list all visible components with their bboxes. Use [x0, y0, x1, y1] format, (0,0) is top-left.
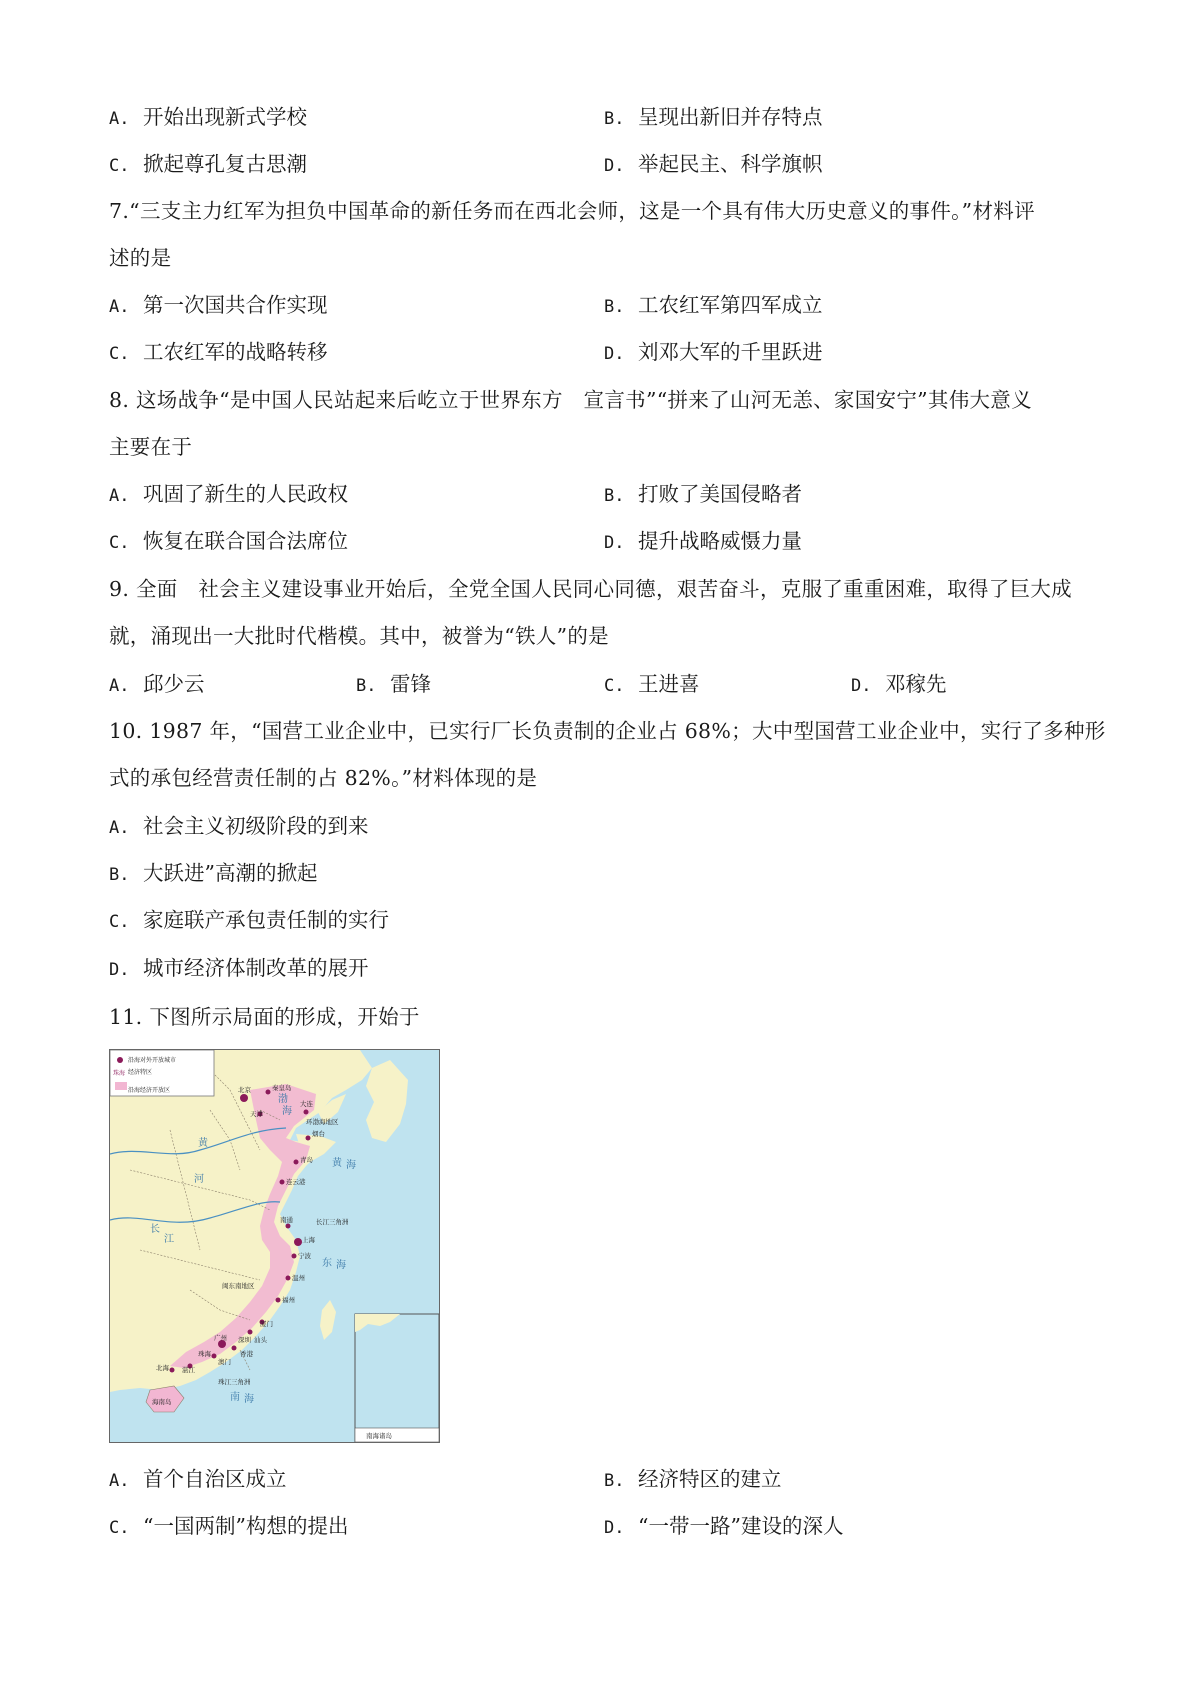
option-letter: C. — [109, 912, 130, 932]
option-letter: D. — [604, 533, 625, 553]
map-label-river-he: 河 — [194, 1174, 204, 1185]
map-label-sea-hai3: 海 — [336, 1260, 346, 1271]
city-dot — [266, 1090, 271, 1095]
map-label-sea-dong: 东 — [322, 1258, 332, 1269]
option-text: 王进喜 — [638, 672, 700, 696]
option-text: 提升战略威慑力量 — [638, 529, 802, 553]
option-letter: D. — [604, 156, 625, 176]
legend-label: 沿海经济开放区 — [128, 1088, 171, 1094]
q7-stem-line1: 7.“三支主力红军为担负中国革命的新任务而在西北会师，这是一个具有伟大历史意义的事件。”材料评 — [109, 199, 1035, 223]
city-dot — [232, 1346, 237, 1351]
option-text: 大跃进”高潮的掀起 — [143, 861, 318, 885]
city-dot — [240, 1094, 248, 1102]
option-text: 城市经济体制改革的展开 — [143, 956, 369, 980]
q7-option-c[interactable] — [109, 338, 328, 368]
map-label-xianggang: 香港 — [240, 1351, 253, 1358]
map-label-shantou: 汕头 — [254, 1337, 267, 1344]
city-dot — [212, 1354, 217, 1359]
map-label-minnan: 闽东南地区 — [222, 1283, 255, 1290]
option-letter: A. — [109, 297, 130, 317]
option-text: 巩固了新生的人民政权 — [143, 482, 348, 506]
map-label-zhuhai: 珠海 — [198, 1351, 211, 1358]
q7-option-b[interactable] — [604, 291, 823, 321]
option-text: 第一次国共合作实现 — [143, 293, 328, 317]
option-letter: B. — [604, 297, 625, 317]
option-text: 打败了美国侵略者 — [638, 482, 802, 506]
option-letter: B. — [109, 865, 130, 885]
map-label-ningbo: 宁波 — [298, 1253, 311, 1260]
map-label-yangtze-delta: 长江三角洲 — [316, 1219, 349, 1226]
city-dot — [286, 1276, 291, 1281]
q9-stem-line2: 就，涌现出一大批时代楷模。其中，被誉为“铁人”的是 — [109, 624, 609, 648]
option-text: 工农红军第四军成立 — [638, 293, 823, 317]
map-label-nantong: 南通 — [280, 1217, 293, 1224]
option-letter: B. — [604, 109, 625, 129]
map-label-sea-hai2: 海 — [346, 1160, 356, 1171]
map-label-xiamen: 厦门 — [260, 1321, 273, 1328]
option-text: 家庭联产承包责任制的实行 — [143, 908, 389, 932]
q11-option-a[interactable] — [109, 1465, 287, 1495]
option-letter: D. — [851, 676, 872, 696]
option-text: “一国两制”构想的提出 — [143, 1514, 349, 1538]
map-label-guangzhou: 广州 — [214, 1335, 227, 1342]
legend-city-dot — [117, 1057, 123, 1063]
city-dot — [306, 1136, 311, 1141]
q8-stem-line2: 主要在于 — [109, 435, 193, 459]
city-dot — [294, 1160, 299, 1165]
q6-option-b[interactable] — [604, 103, 823, 133]
q10-option-b[interactable] — [109, 859, 317, 889]
city-dot — [276, 1298, 281, 1303]
option-text: 邓稼先 — [885, 672, 947, 696]
option-text: 邱少云 — [143, 672, 205, 696]
q8-option-c[interactable] — [109, 527, 348, 557]
q9-option-b[interactable] — [356, 670, 431, 700]
q8-option-a[interactable] — [109, 480, 348, 510]
legend-zone-swatch — [115, 1082, 127, 1090]
q7-option-d[interactable] — [604, 338, 823, 368]
option-text: 首个自治区成立 — [143, 1467, 287, 1491]
q10-stem-line1: 10. 1987 年，“国营工业企业中，已实行厂长负责制的企业占 68%；大中型国营工业企业中，实行了多种形 — [109, 719, 1106, 743]
map-label-dalian: 大连 — [300, 1101, 313, 1108]
option-text: 社会主义初级阶段的到来 — [143, 814, 369, 838]
map-label-qingdao: 青岛 — [300, 1157, 313, 1164]
map-label-hainan: 海南岛 — [152, 1399, 172, 1406]
city-dot — [286, 1224, 291, 1229]
option-text: 掀起尊孔复古思潮 — [143, 152, 307, 176]
q6-option-c[interactable] — [109, 150, 307, 180]
option-letter: A. — [109, 109, 130, 129]
city-dot — [304, 1110, 309, 1115]
option-text: 呈现出新旧并存特点 — [638, 105, 823, 129]
option-letter: A. — [109, 676, 130, 696]
map-label-sea-nan: 南 — [230, 1392, 240, 1403]
legend-sample-label: 珠海 — [113, 1071, 126, 1077]
map-label-shenzhen: 深圳 — [238, 1337, 251, 1344]
option-letter: A. — [109, 486, 130, 506]
option-text: 恢复在联合国合法席位 — [143, 529, 348, 553]
option-letter: C. — [109, 1518, 130, 1538]
option-letter: A. — [109, 1471, 130, 1491]
option-letter: C. — [109, 344, 130, 364]
map-label-qinhuangdao: 秦皇岛 — [272, 1085, 292, 1092]
q9-option-a[interactable] — [109, 670, 205, 700]
option-text: 开始出现新式学校 — [143, 105, 307, 129]
map-label-bohai-area: 环渤海地区 — [306, 1119, 339, 1126]
q6-option-d[interactable] — [604, 150, 823, 180]
q11-option-b[interactable] — [604, 1465, 782, 1495]
q11-stem-line1: 11. 下图所示局面的形成，开始于 — [109, 1005, 420, 1029]
nanhai-inset — [355, 1314, 439, 1442]
map-label-lianyungang: 连云港 — [286, 1179, 306, 1186]
option-letter: B. — [604, 1471, 625, 1491]
option-letter: B. — [604, 486, 625, 506]
option-letter: C. — [109, 533, 130, 553]
q8-option-b[interactable] — [604, 480, 802, 510]
option-letter: A. — [109, 818, 130, 838]
city-dot — [294, 1238, 302, 1246]
q9-option-c[interactable] — [604, 670, 700, 700]
map-label-river-jiang: 江 — [164, 1234, 174, 1245]
option-letter: C. — [604, 676, 625, 696]
map-label-wenzhou: 温州 — [292, 1275, 305, 1282]
q6-option-a[interactable] — [109, 103, 307, 133]
option-text: “一带一路”建设的深人 — [638, 1514, 844, 1538]
city-dot — [248, 1330, 253, 1335]
map-label-sea-hai1: 海 — [282, 1106, 292, 1117]
map-label-shanghai: 上海 — [302, 1237, 315, 1244]
map-label-beihai: 北海 — [156, 1365, 169, 1372]
legend-label: 经济特区 — [128, 1070, 153, 1076]
q10-option-c[interactable] — [109, 906, 389, 936]
q7-option-a[interactable] — [109, 291, 328, 321]
option-text: 刘邓大军的千里跃进 — [638, 340, 823, 364]
map-label-tianjin: 天津 — [250, 1111, 263, 1118]
q11-option-c[interactable] — [109, 1512, 348, 1542]
map-label-nanhai-islands: 南海诸岛 — [366, 1433, 392, 1440]
q9-stem-line1: 9. 全面 社会主义建设事业开始后，全党全国人民同心同德，艰苦奋斗，克服了重重困难，取得了巨大成 — [109, 577, 1072, 601]
map-label-sea-bo: 渤 — [278, 1094, 288, 1105]
map-label-beijing: 北京 — [238, 1087, 251, 1094]
q10-option-a[interactable] — [109, 812, 369, 842]
map-label-sea-hai4: 海 — [244, 1394, 254, 1405]
city-dot — [292, 1254, 297, 1259]
option-text: 工农红军的战略转移 — [143, 340, 328, 364]
option-text: 举起民主、科学旗帜 — [638, 152, 823, 176]
option-letter: B. — [356, 676, 377, 696]
q10-option-d[interactable] — [109, 954, 369, 984]
map-label-pearl-delta: 珠江三角洲 — [218, 1379, 251, 1386]
option-letter: C. — [109, 156, 130, 176]
q9-option-d[interactable] — [851, 670, 947, 700]
city-dot — [280, 1180, 285, 1185]
map-label-sea-huang: 黄 — [332, 1158, 342, 1169]
option-text: 经济特区的建立 — [638, 1467, 782, 1491]
map-label-river-chang: 长 — [150, 1224, 160, 1235]
map-label-aomen: 澳门 — [218, 1359, 231, 1366]
q8-option-d[interactable] — [604, 527, 802, 557]
option-text: 雷锋 — [390, 672, 431, 696]
q10-stem-line2: 式的承包经营责任制的占 82%。”材料体现的是 — [109, 766, 538, 790]
q11-option-d[interactable] — [604, 1512, 843, 1542]
coastal-open-map — [109, 1049, 440, 1443]
map-label-yantai: 烟台 — [312, 1131, 325, 1138]
option-letter: D. — [604, 1518, 625, 1538]
map-label-river-huang: 黄 — [198, 1138, 208, 1149]
legend-label: 沿海对外开放城市 — [128, 1058, 177, 1064]
q8-stem-line1: 8. 这场战争“是中国人民站起来后屹立于世界东方 宣言书”“拼来了山河无恙、家国安宁”其伟大意义 — [109, 388, 1032, 412]
map-label-fuzhou: 福州 — [282, 1297, 295, 1304]
option-letter: D. — [604, 344, 625, 364]
map-label-zhanjiang: 湛江 — [182, 1367, 195, 1374]
q7-stem-line2: 述的是 — [109, 246, 172, 270]
city-dot — [170, 1368, 175, 1373]
option-letter: D. — [109, 960, 130, 980]
